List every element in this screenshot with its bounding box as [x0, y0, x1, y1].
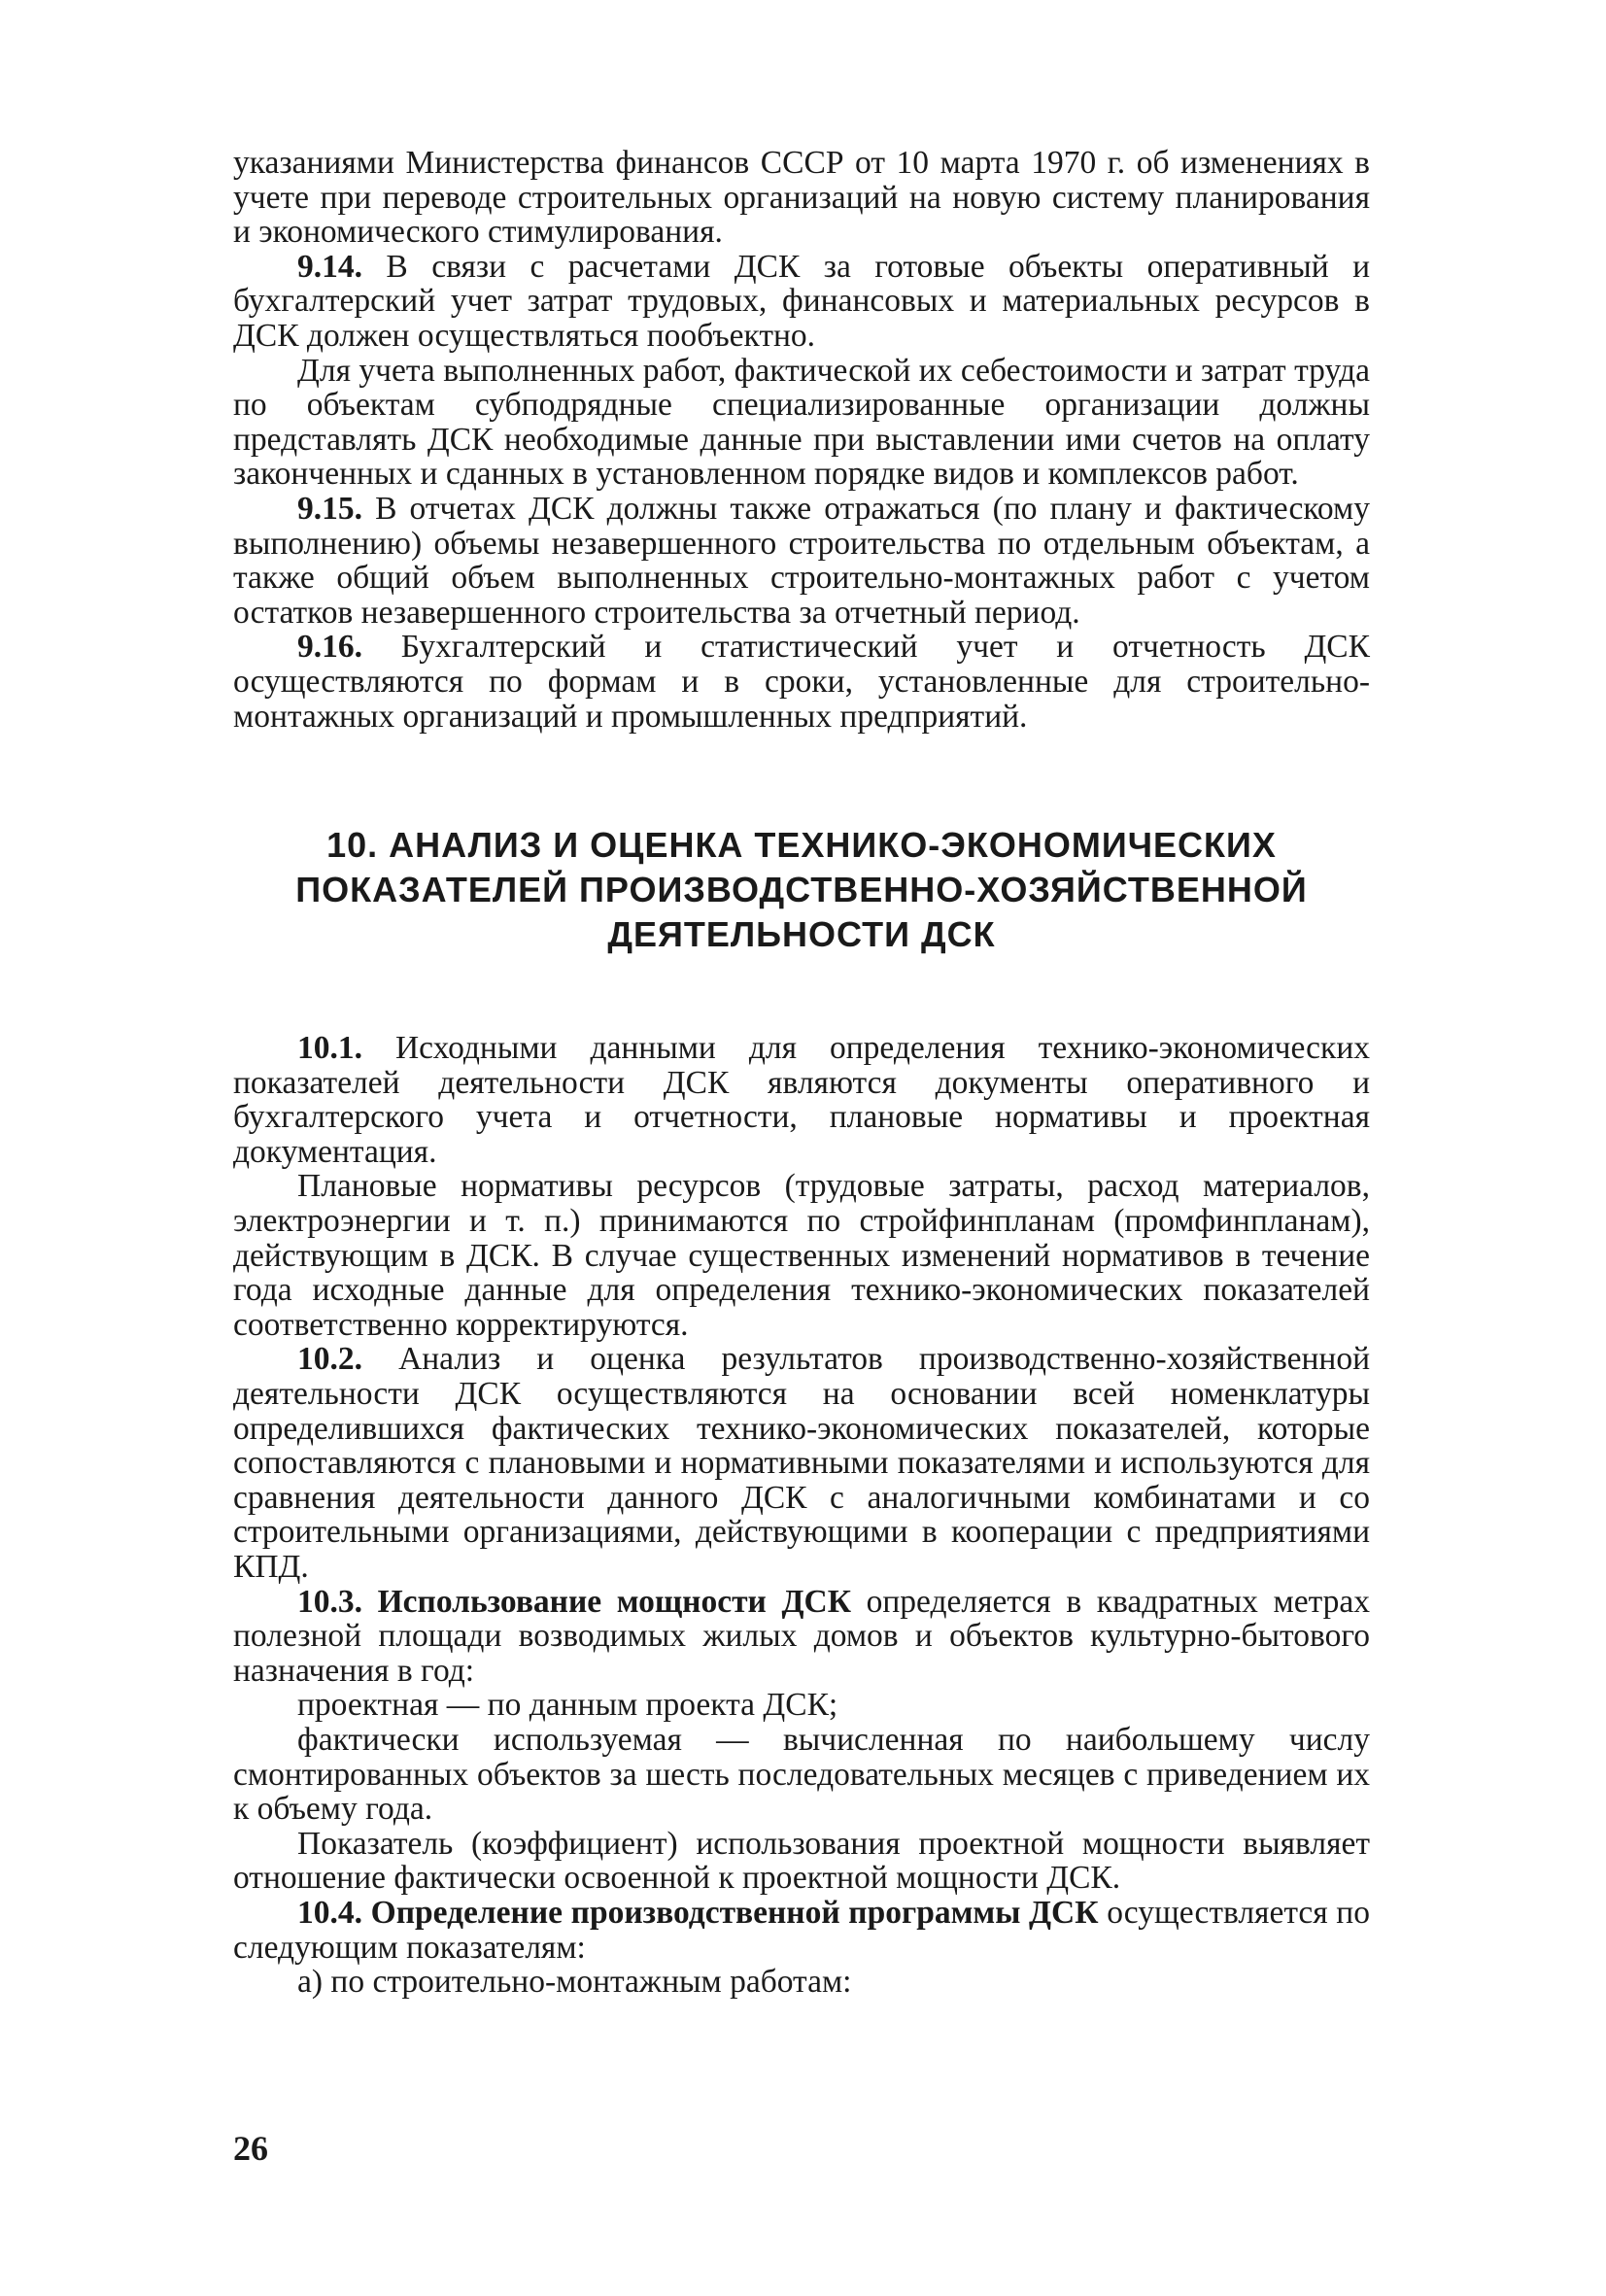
section-heading-10 — [233, 823, 1370, 957]
heading-line-1: 10. АНАЛИЗ И ОЦЕНКА ТЕХНИКО-ЭКОНОМИЧЕСКИХ — [326, 825, 1277, 866]
section-number: 10.3. — [297, 1583, 362, 1620]
paragraph-capacity-coefficient: Показатель (коэффициент) использования проектной мощности выявляет отношение фактически освоенной к проектной мощности ДСК. — [233, 1825, 1370, 1897]
paragraph-design-capacity: проектная — по данным проекта ДСК; — [297, 1687, 838, 1724]
paragraph-continuation: указаниями Министерства финансов СССР от 10 марта 1970 г. об изменениях в учете при переводе строительных организаций на новую систему планирования и экономического стимулирования. — [233, 145, 1370, 251]
paragraph-9-15: 9.15. В отчетах ДСК должны также отражаться (по плану и фактическому выполнению) объемы незавершенного строительства по отдельным объектам, а также общий объем выполненных строительно-монтажных работ с учетом остатков незавершенного строительства за отчетный период. — [233, 490, 1370, 631]
paragraph-10-4: 10.4. Определение производственной программы ДСК осуществляется по следующим показателям: — [233, 1894, 1370, 1966]
paragraph-actual-capacity: фактически используемая — вычисленная по наибольшему числу смонтированных объектов за шесть последовательных месяцев с приведением их к объему года. — [233, 1721, 1370, 1828]
section-number: 10.2. — [297, 1341, 362, 1378]
paragraph-planned-norms: Плановые нормативы ресурсов (трудовые затраты, расход материалов, электроэнергии и т. п.) принимаются по стройфинпланам (промфинпланам), действующим в ДСК. В случае существенных изменений нормативов в течение года исходные данные для определения технико-экономических показателей соответственно корректируются. — [233, 1168, 1370, 1343]
paragraph-10-1: 10.1. Исходными данными для определения технико-экономических показателей деятельности ДСК являются документы оперативного и бухгалтерского учета и отчетности, плановые нормативы и проектная документация. — [233, 1030, 1370, 1170]
document-page — [233, 146, 1370, 2000]
section-number: 9.16. — [297, 629, 362, 666]
paragraph-10-3: 10.3. Использование мощности ДСК определяется в квадратных метрах полезной площади возводимых жилых домов и объектов культурно-бытового назначения в год: — [233, 1583, 1370, 1689]
paragraph-subcontractors: Для учета выполненных работ, фактической их себестоимости и затрат труда по объектам субподрядные специализированные организации должны представлять ДСК необходимые данные при выставлении ими счетов на оплату законченных и сданных в установленном порядке видов и комплексов работ. — [233, 352, 1370, 493]
bold-term: Использование мощности ДСК — [362, 1583, 851, 1620]
section-number: 9.14. — [297, 248, 362, 285]
heading-line-3: ДЕЯТЕЛЬНОСТИ ДСК — [607, 914, 996, 955]
heading-line-2: ПОКАЗАТЕЛЕЙ ПРОИЗВОДСТВЕННО-ХОЗЯЙСТВЕННОЙ — [295, 870, 1308, 910]
paragraph-9-14: 9.14. В связи с расчетами ДСК за готовые объекты оперативный и бухгалтерский учет затрат трудовых, финансовых и материальных ресурсов в ДСК должен осуществляться пообъектно. — [233, 248, 1370, 354]
paragraph-9-16: 9.16. Бухгалтерский и статистический учет и отчетность ДСК осуществляются по формам и в сроки, установленные для строительно-монтажных организаций и промышленных предприятий. — [233, 629, 1370, 735]
section-number: 10.1. — [297, 1030, 362, 1067]
section-number: 10.4. — [297, 1894, 362, 1931]
page-number: 26 — [233, 2129, 268, 2168]
paragraph-list-item-a: а) по строительно-монтажным работам: — [297, 1964, 852, 2001]
paragraph-10-2: 10.2. Анализ и оценка результатов производственно-хозяйственной деятельности ДСК осуществляются на основании всей номенклатуры определившихся фактических технико-экономических показателей, которые сопоставляются с плановыми и нормативными показателями и используются для сравнения деятельности данного ДСК с аналогичными комбинатами и со строительными организациями, действующими в кооперации с предприятиями КПД. — [233, 1341, 1370, 1585]
bold-term: Определение производственной программы ДСК — [362, 1894, 1099, 1931]
section-number: 9.15. — [297, 490, 362, 527]
